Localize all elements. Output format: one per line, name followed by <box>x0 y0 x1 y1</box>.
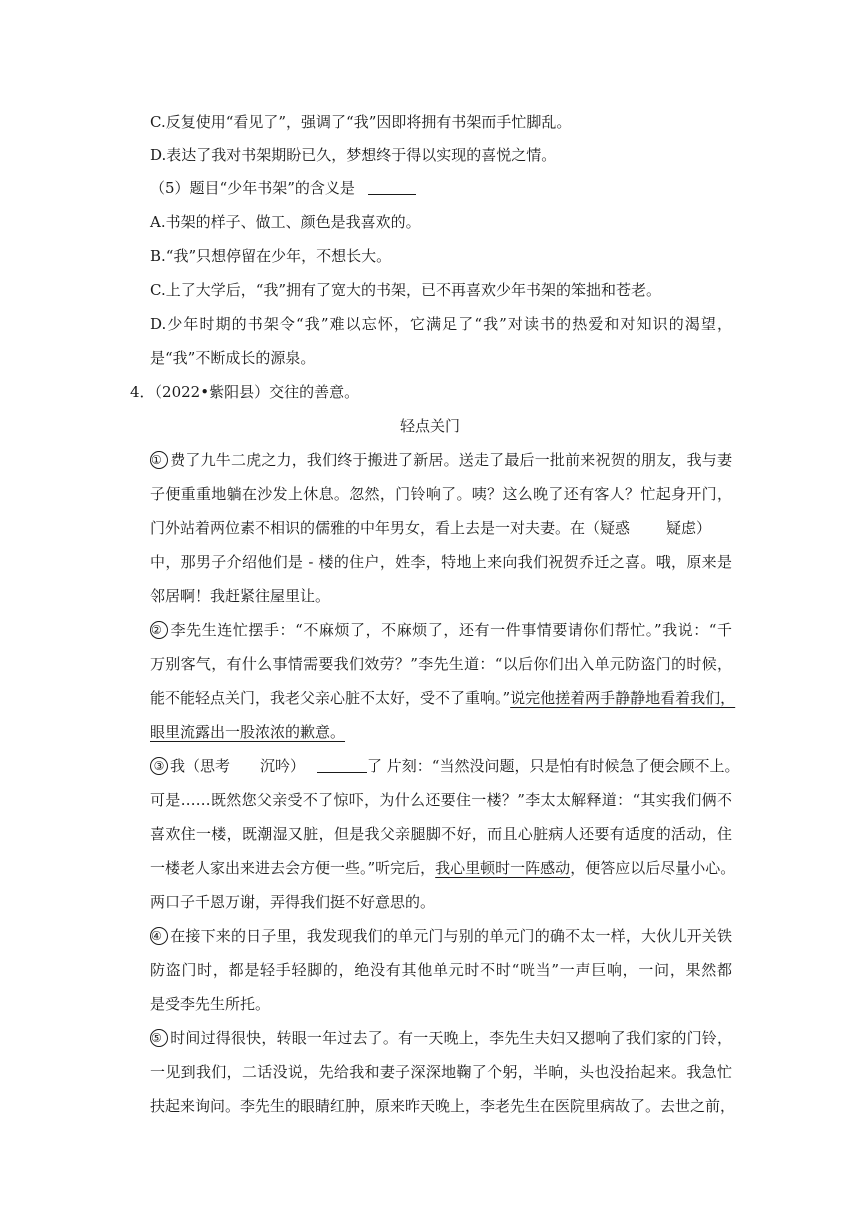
p4-line3: 是受李先生所托。 <box>150 995 271 1013</box>
p1-number: ① <box>150 451 168 469</box>
p2-underlined-sentence-part1: 说完他搓着两手静静地看着我们， <box>510 689 736 707</box>
p2-line1: ② 李先生连忙摆手：“不麻烦了，不麻烦了，还有一件事情要请你们帮忙。”我说：“千 <box>151 621 732 639</box>
p2-line4 <box>150 722 345 742</box>
p3-line4: 一楼老人家出来进去会方便一些。”听完后，我心里顿时一阵感动，便答应以后尽量小心。 <box>150 859 736 877</box>
p1-line3: 门外站着两位素不相识的儒雅的中年男女，看上去是一对夫妻。在（疑惑 疑虑） <box>150 519 712 537</box>
q5-stem-text: （5）题目“少年书架”的含义是 <box>150 179 355 197</box>
p4-number: ④ <box>150 927 168 945</box>
q5-option-a: A.书架的样子、做工、颜色是我喜欢的。 <box>150 213 421 231</box>
p5-number: ⑤ <box>150 1029 168 1047</box>
q3-option-d: D.表达了我对书架期盼已久，梦想终于得以实现的喜悦之情。 <box>150 146 557 164</box>
p4-line1: ④ 在接下来的日子里，我发现我们的单元门与别的单元门的确不太一样，大伙儿开关铁 <box>151 927 732 945</box>
p5-line1: ⑤ 时间过得很快，转眼一年过去了。有一天晚上，李先生夫妇又摁响了我们家的门铃， <box>151 1029 732 1047</box>
p2-underlined-sentence-part2: 眼里流露出一股浓浓的歉意。 <box>150 723 346 741</box>
p5-line3: 扶起来询问。李先生的眼睛红肿，原来昨天晚上，李老先生在医院里病故了。去世之前， <box>150 1097 736 1115</box>
q5-answer-blank[interactable] <box>368 178 416 195</box>
p2-number: ② <box>150 621 168 639</box>
q3-option-c: C.反复使用“看见了”，强调了“我”因即将拥有书架而手忙脚乱。 <box>150 113 572 131</box>
p1-line2: 子便重重地躺在沙发上休息。忽然，门铃响了。咦？这么晚了还有客人？忙起身开门， <box>150 485 732 503</box>
p1-line4: 中，那男子介绍他们是 - 楼的住户，姓李，特地上来向我们祝贺乔迁之喜。哦，原来是 <box>150 553 732 571</box>
p3-line2: 可是……既然您父亲受不了惊吓，为什么还要住一楼？”李太太解释道：“其实我们俩不 <box>150 791 732 809</box>
p5-line2: 一见到我们，二话没说，先给我和妻子深深地鞠了个躬，半晌，头也没抬起来。我急忙 <box>150 1063 732 1081</box>
p3-line1: ③ 我（思考 沉吟） 了 片刻：“当然没问题，只是怕有时候急了便会顾不上。 <box>150 756 739 776</box>
p3-line5: 两口子千恩万谢，弄得我们挺不好意思的。 <box>150 893 436 911</box>
q5-option-d-line2: 是“我”不断成长的源泉。 <box>150 349 316 367</box>
p3-number: ③ <box>150 757 168 775</box>
q5-stem <box>150 178 416 198</box>
p2-line3: 能不能轻点关门，我老父亲心脏不太好，受不了重响。”说完他搓着两手静静地看着我们， <box>150 689 736 707</box>
q4-source: （2022•紫阳县）交往的善意。 <box>154 383 360 401</box>
p3-word-choice-blank[interactable] <box>317 756 367 773</box>
p3-line3: 喜欢住一楼，既潮湿又脏，但是我父亲腿脚不好，而且心脏病人还要有适度的活动，住 <box>150 825 732 843</box>
p4-line2: 防盗门时，都是轻手轻脚的，绝没有其他单元时不时“咣当”一声巨响，一问，果然都 <box>150 961 732 979</box>
q4-heading <box>130 382 359 402</box>
q5-option-c: C.上了大学后，“我”拥有了宽大的书架，已不再喜欢少年书架的笨拙和苍老。 <box>150 281 662 299</box>
p1-line1: ① 费了九牛二虎之力，我们终于搬进了新居。送走了最后一批前来祝贺的朋友，我与妻 <box>151 451 732 469</box>
p1-line5: 邻居啊！我赶紧往屋里让。 <box>150 587 331 605</box>
q5-option-b: B.“我”只想停留在少年，不想长大。 <box>150 247 392 265</box>
passage-title: 轻点关门 <box>399 417 460 435</box>
q5-option-d-line1: D.少年时期的书架令“我”难以忘怀，它满足了“我”对读书的热爱和对知识的渴望， <box>150 315 732 333</box>
p3-underlined-phrase: 我心里顿时一阵感动 <box>435 859 571 877</box>
p2-line2: 万别客气，有什么事情需要我们效劳？”李先生道：“以后你们出入单元防盗门的时候， <box>150 655 732 673</box>
q4-number: 4． <box>130 383 155 401</box>
